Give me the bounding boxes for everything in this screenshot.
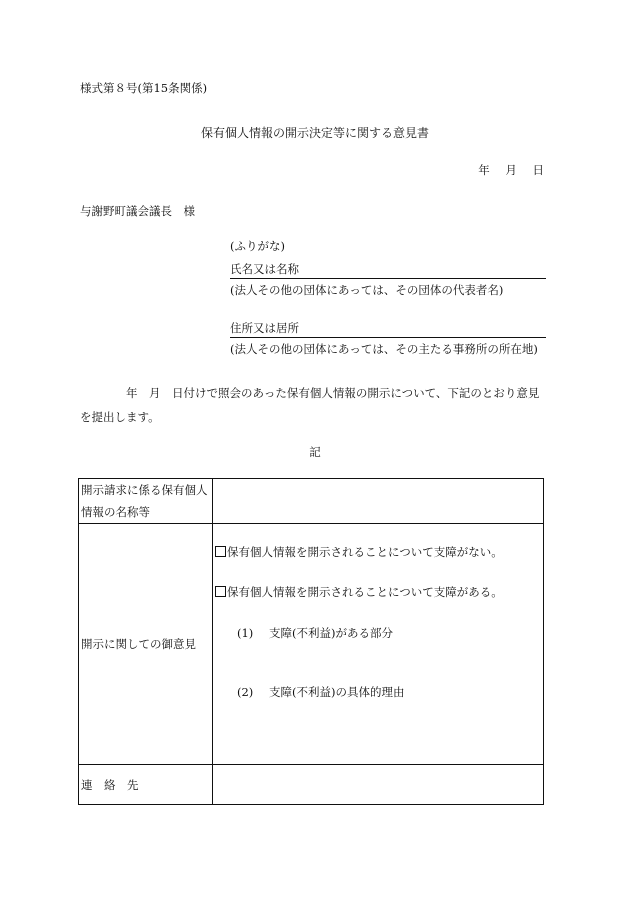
- body-line-2: を提出します。: [80, 410, 160, 424]
- sub-item-hindrance-reason: [237, 686, 404, 700]
- info-name-label: [79, 479, 213, 524]
- sub-item-number: (1): [237, 626, 254, 640]
- sub-item-text: 支障(不利益)の具体的理由: [269, 685, 405, 699]
- option-hindrance[interactable]: [215, 586, 503, 600]
- address-field[interactable]: [230, 322, 546, 338]
- name-field[interactable]: [230, 263, 546, 279]
- info-name-input[interactable]: [213, 479, 544, 524]
- info-name-label-line-2: 情報の名称等: [81, 505, 150, 519]
- date-line: [466, 164, 544, 178]
- checkbox-icon[interactable]: [215, 546, 226, 557]
- address-label: 住所又は居所: [230, 321, 299, 335]
- name-note: (法人その他の団体にあっては、その団体の代表者名): [230, 283, 504, 297]
- sub-item-number: (2): [237, 685, 254, 699]
- table-row: [79, 479, 544, 524]
- checkbox-icon[interactable]: [215, 586, 226, 597]
- option-no-hindrance-text: 保有個人情報を開示されることについて支障がない。: [227, 545, 503, 559]
- ki-label: 記: [309, 445, 321, 459]
- sub-item-text: 支障(不利益)がある部分: [269, 626, 393, 640]
- table-row: [79, 524, 544, 765]
- info-table: [78, 478, 544, 805]
- contact-input[interactable]: [213, 765, 544, 805]
- contact-char: 絡: [104, 777, 116, 792]
- contact-char: 先: [127, 777, 139, 792]
- recipient: 与謝野町議会議長 様: [80, 204, 195, 218]
- sub-item-hindrance-part: [237, 627, 393, 641]
- body-text: [80, 381, 546, 429]
- contact-label: [79, 765, 213, 805]
- table-row: [79, 765, 544, 805]
- form-number: 様式第８号(第15条関係): [80, 81, 208, 95]
- opinion-cell[interactable]: [213, 524, 544, 765]
- contact-char: 連: [81, 777, 93, 792]
- body-line-1: 年 月 日付けで照会のあった保有個人情報の開示について、下記のとおり意見: [126, 386, 540, 400]
- date-year: 年: [478, 163, 490, 177]
- info-name-label-line-1: 開示請求に係る保有個人: [81, 483, 208, 497]
- option-no-hindrance[interactable]: [215, 546, 503, 560]
- date-day: 日: [532, 163, 544, 177]
- option-hindrance-text: 保有個人情報を開示されることについて支障がある。: [227, 585, 503, 599]
- opinion-label: 開示に関しての御意見: [79, 524, 213, 765]
- document-title: 保有個人情報の開示決定等に関する意見書: [200, 126, 429, 140]
- name-label: 氏名又は名称: [230, 262, 299, 276]
- furigana-label: (ふりがな): [230, 239, 285, 253]
- address-note: (法人その他の団体にあっては、その主たる事務所の所在地): [230, 342, 538, 356]
- date-month: 月: [505, 163, 517, 177]
